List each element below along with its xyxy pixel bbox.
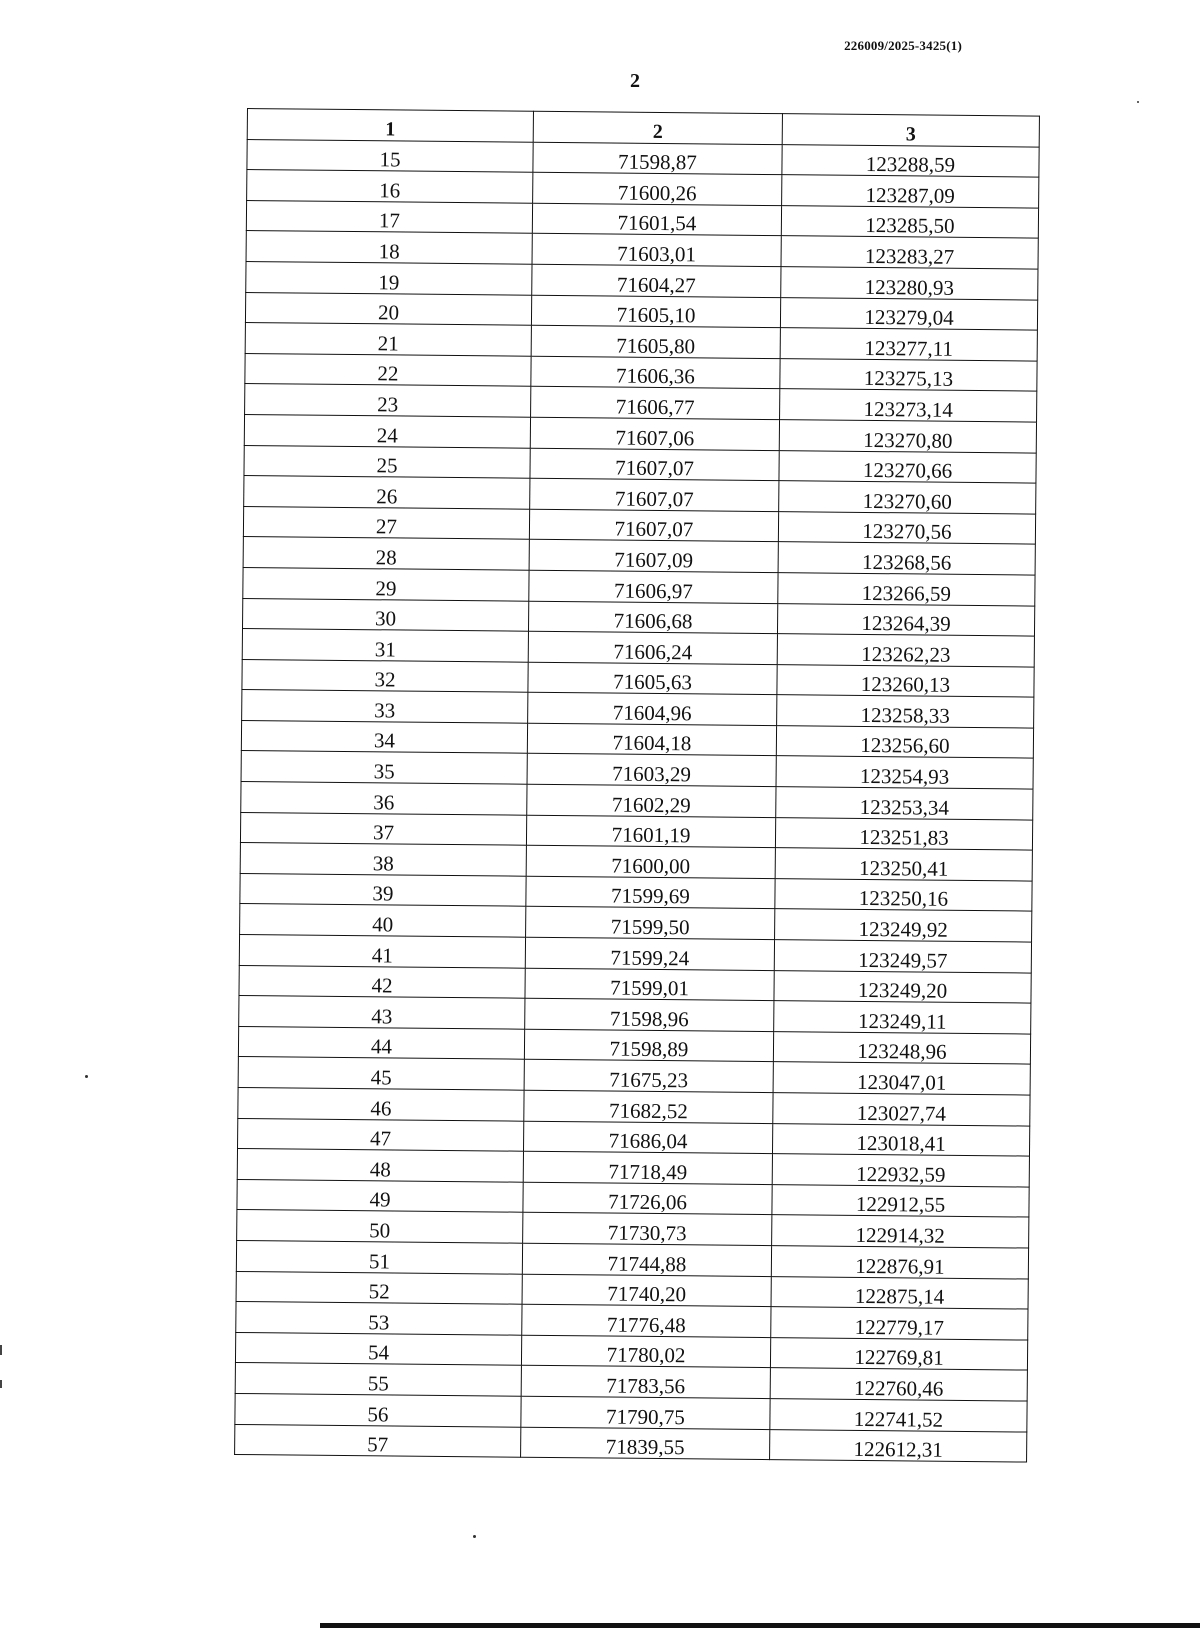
x-coordinate-cell: 71682,52 (524, 1090, 773, 1123)
y-coordinate-cell: 123249,11 (774, 1001, 1031, 1034)
point-number-cell: 23 (245, 384, 531, 417)
x-coordinate-cell: 71598,96 (525, 998, 774, 1031)
point-number-cell: 32 (242, 659, 528, 692)
y-coordinate-cell: 122741,52 (770, 1399, 1027, 1432)
point-number-cell: 18 (246, 231, 532, 264)
point-number-cell: 56 (235, 1393, 521, 1426)
point-number-cell: 34 (241, 720, 527, 753)
y-coordinate-cell: 123260,13 (777, 664, 1034, 697)
point-number-cell: 22 (245, 353, 531, 386)
y-coordinate-cell: 123266,59 (778, 573, 1035, 606)
x-coordinate-cell: 71603,01 (532, 234, 781, 267)
x-coordinate-cell: 71607,06 (530, 417, 779, 450)
y-coordinate-cell: 123288,59 (782, 144, 1039, 177)
y-coordinate-cell: 123264,39 (777, 603, 1034, 636)
point-number-cell: 15 (247, 139, 533, 172)
y-coordinate-cell: 123250,16 (775, 878, 1032, 911)
point-number-cell: 28 (243, 537, 529, 570)
point-number-cell: 47 (238, 1118, 524, 1151)
x-coordinate-cell: 71675,23 (524, 1060, 773, 1093)
point-number-cell: 50 (237, 1210, 523, 1243)
scan-edge-mark (0, 1380, 2, 1388)
y-coordinate-cell: 123250,41 (775, 848, 1032, 881)
y-coordinate-cell: 123262,23 (777, 634, 1034, 667)
x-coordinate-cell: 71686,04 (523, 1121, 772, 1154)
point-number-cell: 45 (238, 1057, 524, 1090)
y-coordinate-cell: 123249,20 (774, 970, 1031, 1003)
point-number-cell: 16 (247, 170, 533, 203)
point-number-cell: 37 (240, 812, 526, 845)
x-coordinate-cell: 71607,07 (530, 448, 779, 481)
point-number-cell: 40 (240, 904, 526, 937)
table-body (235, 139, 1040, 1462)
column-header-3: 3 (782, 114, 1039, 147)
y-coordinate-cell: 122779,17 (771, 1307, 1028, 1340)
x-coordinate-cell: 71599,01 (525, 968, 774, 1001)
point-number-cell: 44 (238, 1026, 524, 1059)
y-coordinate-cell: 123253,34 (776, 787, 1033, 820)
x-coordinate-cell: 71604,27 (532, 264, 781, 297)
x-coordinate-cell: 71740,20 (522, 1274, 771, 1307)
point-number-cell: 30 (243, 598, 529, 631)
x-coordinate-cell: 71598,87 (533, 142, 782, 175)
point-number-cell: 54 (235, 1332, 521, 1365)
y-coordinate-cell: 123268,56 (778, 542, 1035, 575)
y-coordinate-cell: 123251,83 (775, 817, 1032, 850)
x-coordinate-cell: 71606,24 (528, 631, 777, 664)
x-coordinate-cell: 71783,56 (521, 1366, 770, 1399)
y-coordinate-cell: 122914,32 (772, 1215, 1029, 1248)
scan-speck (85, 1075, 88, 1078)
x-coordinate-cell: 71839,55 (521, 1427, 770, 1460)
y-coordinate-cell: 122612,31 (770, 1429, 1027, 1462)
x-coordinate-cell: 71605,10 (531, 295, 780, 328)
point-number-cell: 46 (238, 1087, 524, 1120)
y-coordinate-cell: 123280,93 (781, 267, 1038, 300)
x-coordinate-cell: 71605,63 (528, 662, 777, 695)
point-number-cell: 51 (236, 1240, 522, 1273)
y-coordinate-cell: 123270,56 (778, 511, 1035, 544)
y-coordinate-cell: 123018,41 (772, 1123, 1029, 1156)
x-coordinate-cell: 71601,54 (532, 203, 781, 236)
x-coordinate-cell: 71607,07 (530, 478, 779, 511)
point-number-cell: 41 (239, 934, 525, 967)
y-coordinate-cell: 122769,81 (770, 1337, 1027, 1370)
y-coordinate-cell: 123254,93 (776, 756, 1033, 789)
y-coordinate-cell: 123277,11 (780, 328, 1037, 361)
point-number-cell: 25 (244, 445, 530, 478)
x-coordinate-cell: 71600,26 (533, 172, 782, 205)
point-number-cell: 19 (246, 261, 532, 294)
point-number-cell: 24 (244, 414, 530, 447)
y-coordinate-cell: 123249,57 (774, 940, 1031, 973)
x-coordinate-cell: 71780,02 (521, 1335, 770, 1368)
x-coordinate-cell: 71606,68 (528, 601, 777, 634)
point-number-cell: 33 (242, 690, 528, 723)
point-number-cell: 31 (242, 629, 528, 662)
y-coordinate-cell: 123270,80 (779, 420, 1036, 453)
page-number: 2 (630, 70, 640, 92)
point-number-cell: 49 (237, 1179, 523, 1212)
x-coordinate-cell: 71744,88 (522, 1243, 771, 1276)
y-coordinate-cell: 123249,92 (775, 909, 1032, 942)
y-coordinate-cell: 123047,01 (773, 1062, 1030, 1095)
x-coordinate-cell: 71604,96 (528, 693, 777, 726)
y-coordinate-cell: 122912,55 (772, 1184, 1029, 1217)
y-coordinate-cell: 122932,59 (772, 1154, 1029, 1187)
y-coordinate-cell: 123270,60 (779, 481, 1036, 514)
y-coordinate-cell: 123027,74 (773, 1093, 1030, 1126)
point-number-cell: 53 (236, 1302, 522, 1335)
point-number-cell: 21 (245, 323, 531, 356)
point-number-cell: 26 (244, 476, 530, 509)
column-header-1: 1 (247, 109, 533, 142)
point-number-cell: 57 (235, 1424, 521, 1457)
point-number-cell: 55 (235, 1363, 521, 1396)
x-coordinate-cell: 71599,50 (526, 907, 775, 940)
point-number-cell: 52 (236, 1271, 522, 1304)
point-number-cell: 29 (243, 567, 529, 600)
x-coordinate-cell: 71607,09 (529, 540, 778, 573)
x-coordinate-cell: 71607,07 (529, 509, 778, 542)
scan-speck (473, 1535, 476, 1538)
y-coordinate-cell: 123258,33 (777, 695, 1034, 728)
point-number-cell: 27 (243, 506, 529, 539)
y-coordinate-cell: 123256,60 (776, 725, 1033, 758)
x-coordinate-cell: 71602,29 (527, 784, 776, 817)
y-coordinate-cell: 122876,91 (771, 1246, 1028, 1279)
x-coordinate-cell: 71790,75 (521, 1396, 770, 1429)
x-coordinate-cell: 71718,49 (523, 1151, 772, 1184)
point-number-cell: 39 (240, 873, 526, 906)
column-header-2: 2 (533, 111, 782, 144)
y-coordinate-cell: 122760,46 (770, 1368, 1027, 1401)
y-coordinate-cell: 123283,27 (781, 236, 1038, 269)
x-coordinate-cell: 71776,48 (522, 1304, 771, 1337)
x-coordinate-cell: 71598,89 (524, 1029, 773, 1062)
x-coordinate-cell: 71726,06 (523, 1182, 772, 1215)
point-number-cell: 20 (245, 292, 531, 325)
x-coordinate-cell: 71606,36 (531, 356, 780, 389)
scan-speck (1137, 101, 1139, 103)
y-coordinate-cell: 122875,14 (771, 1276, 1028, 1309)
x-coordinate-cell: 71604,18 (527, 723, 776, 756)
y-coordinate-cell: 123275,13 (780, 358, 1037, 391)
x-coordinate-cell: 71606,77 (531, 387, 780, 420)
point-number-cell: 38 (240, 843, 526, 876)
y-coordinate-cell: 123279,04 (780, 297, 1037, 330)
point-number-cell: 42 (239, 965, 525, 998)
y-coordinate-cell: 123273,14 (780, 389, 1037, 422)
y-coordinate-cell: 123248,96 (773, 1031, 1030, 1064)
scan-edge-mark (0, 1345, 2, 1355)
document-registration-number: 226009/2025-3425(1) (844, 38, 962, 53)
scan-bottom-edge (320, 1623, 1200, 1628)
x-coordinate-cell: 71600,00 (526, 845, 775, 878)
x-coordinate-cell: 71730,73 (523, 1213, 772, 1246)
point-number-cell: 48 (237, 1149, 523, 1182)
x-coordinate-cell: 71599,24 (525, 937, 774, 970)
x-coordinate-cell: 71603,29 (527, 754, 776, 787)
point-number-cell: 43 (239, 996, 525, 1029)
point-number-cell: 35 (241, 751, 527, 784)
x-coordinate-cell: 71606,97 (529, 570, 778, 603)
y-coordinate-cell: 123285,50 (781, 205, 1038, 238)
point-number-cell: 17 (246, 200, 532, 233)
x-coordinate-cell: 71601,19 (526, 815, 775, 848)
x-coordinate-cell: 71605,80 (531, 325, 780, 358)
y-coordinate-cell: 123287,09 (782, 175, 1039, 208)
y-coordinate-cell: 123270,66 (779, 450, 1036, 483)
x-coordinate-cell: 71599,69 (526, 876, 775, 909)
point-number-cell: 36 (241, 782, 527, 815)
coordinates-table (234, 108, 1040, 1463)
